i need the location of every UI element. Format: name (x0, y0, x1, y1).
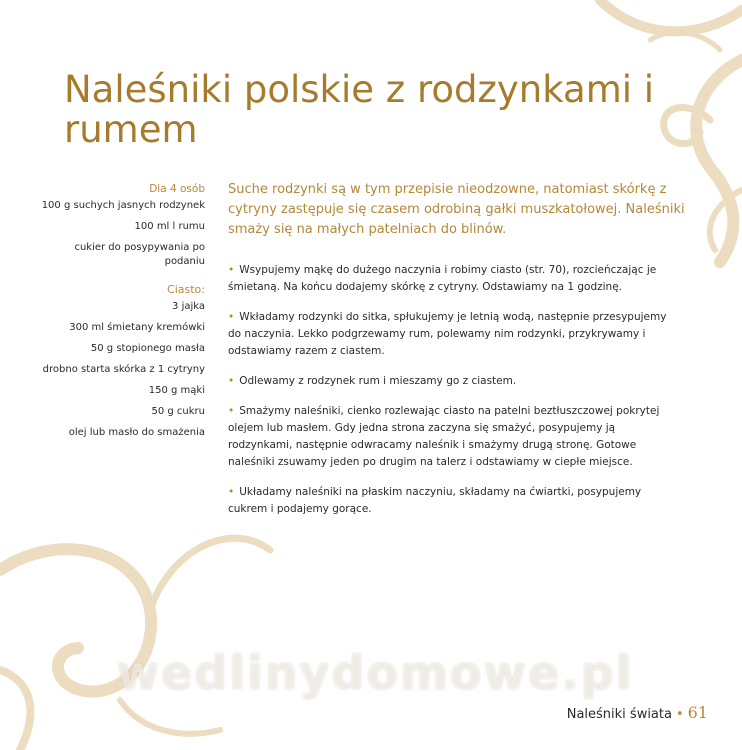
recipe-title: Naleśniki polskie z rodzynkami i rumem (64, 68, 655, 151)
ingredient-item: 300 ml śmietany kremówki (69, 322, 205, 333)
servings-label: Dla 4 osób (149, 183, 205, 195)
page-number: 61 (687, 703, 708, 722)
ingredient-item: 50 g cukru (151, 406, 205, 417)
method-steps (228, 262, 668, 531)
method-step (228, 373, 668, 390)
ingredient-item: 50 g stopionego masła (90, 343, 205, 354)
ingredient-item: 3 jajka (172, 301, 205, 312)
page-footer (567, 703, 708, 722)
recipe-intro: Suche rodzynki są w tym przepisie nieodzowne, natomiast skórkę z cytryny zastępuje się czasem odrobiną gałki muszkatołowej. Naleśniki smaży się na małych patelniach do blinów. (228, 182, 685, 237)
method-step-text: Układamy naleśniki na płaskim naczyniu, składamy na ćwiartki, posypujemy cukrem i podajemy gorące. (228, 486, 642, 515)
ingredient-item: 150 g mąki (148, 385, 205, 396)
ingredients-sidebar (40, 182, 205, 447)
method-step (228, 403, 668, 471)
method-step (228, 484, 668, 518)
book-title: Naleśniki świata (566, 707, 672, 722)
ingredient-item: drobno starta skórka z 1 cytryny (42, 364, 205, 375)
ingredient-item: cukier do posypywania po podaniu (74, 242, 205, 267)
ingredient-item: olej lub masło do smażenia (68, 427, 205, 438)
ingredient-item: 100 ml l rumu (134, 221, 205, 232)
method-step-text: Wsypujemy mąkę do dużego naczynia i robimy ciasto (str. 70), rozcieńczając je śmietaną. Na końcu dodajemy skórkę z cytryny. Odstawiamy na 1 godzinę. (228, 264, 657, 293)
bullet-icon: • (228, 486, 235, 498)
method-step-text: Odlewamy z rodzynek rum i mieszamy go z ciastem. (239, 375, 517, 387)
bullet-icon: • (228, 375, 235, 387)
method-step (228, 309, 668, 360)
bullet-icon: • (228, 405, 235, 417)
bullet-icon: • (228, 264, 235, 276)
footer-separator: • (675, 707, 684, 722)
watermark: wedlinydomowe.pl (116, 646, 634, 700)
method-step (228, 262, 668, 296)
method-step-text: Smażymy naleśniki, cienko rozlewając ciasto na patelni beztłuszczowej pokrytej olejem lub masłem. Gdy jedna strona zaczyna się smażyć, posypujemy ją rodzynkami, następnie odwracamy naleśnik i smażymy drugą stronę. Gotowe naleśniki zsuwamy jeden po drugim na talerz i odstawiamy w ciepłe miejsce. (228, 405, 660, 468)
bullet-icon: • (228, 311, 235, 323)
ingredient-item: 100 g suchych jasnych rodzynek (41, 200, 205, 211)
method-step-text: Wkładamy rodzynki do sitka, spłukujemy je letnią wodą, następnie przesypujemy do naczynia. Lekko podgrzewamy rum, polewamy nim rodzynki, przykrywamy i odstawiamy razem z ciastem. (228, 311, 667, 357)
dough-label: Ciasto: (167, 283, 205, 296)
